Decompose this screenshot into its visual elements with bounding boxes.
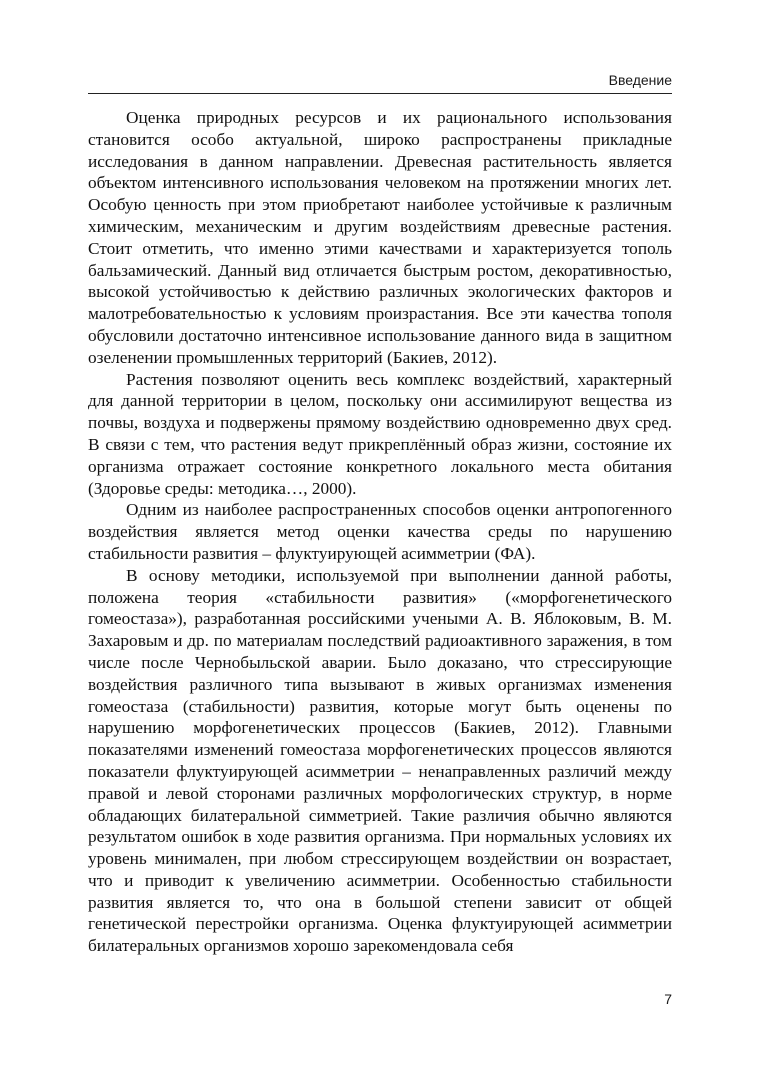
paragraph-3: Одним из наиболее распространенных способов оценки антропогенного воздействия является метод оценки качества среды по нарушению стабильности развития – флуктуирующей асимметрии (ФА). xyxy=(88,500,672,563)
header-divider xyxy=(88,93,672,94)
paragraph-1: Оценка природных ресурсов и их рационального использования становится особо актуальной, широко распространены прикладные исследования в данном направлении. Древесная растительность является объектом интенсивного использования человеком на протяжении многих лет. Особую ценность при этом приобретают наиболее устойчивые к различным химическим, механическим и другим воздействиям древесные растения. Стоит отметить, что именно этими качествами и характеризуется тополь бальзамический. Данный вид отличается быстрым ростом, декоративностью, высокой устойчивостью к действию различных экологических факторов и малотребовательностью к условиям произрастания. Все эти качества тополя обусловили достаточно интенсивное использование данного вида в защитном озеленении промышленных территорий (Бакиев, 2012). xyxy=(88,108,672,367)
paragraph-2: Растения позволяют оценить весь комплекс воздействий, характерный для данной территории в целом, поскольку они ассимилируют вещества из почвы, воздуха и подвержены прямому воздействию одновременно двух сред. В связи с тем, что растения ведут прикреплённый образ жизни, состояние их организма отражает состояние конкретного локального места обитания (Здоровье среды: методика…, 2000). xyxy=(88,369,672,498)
main-text-block xyxy=(88,107,672,957)
running-header-title: Введение xyxy=(608,72,672,88)
page-number: 7 xyxy=(664,991,672,1007)
paragraph-4: В основу методики, используемой при выполнении данной работы, положена теория «стабильности развития» («морфогенетического гомеостаза»), разработанная российскими учеными А. В. Яблоковым, В. М. Захаровым и др. по материалам последствий радиоактивного заражения, в том числе после Чернобыльской аварии. Было доказано, что стрессирующие воздействия различного типа вызывают в живых организмах изменения гомеостаза (стабильности) развития, которые могут быть оценены по нарушению морфогенетических процессов (Бакиев, 2012). Главными показателями изменений гомеостаза морфогенетических процессов являются показатели флуктуирующей асимметрии – ненаправленных различий между правой и левой сторонами различных морфологических структур, в норме обладающих билатеральной симметрией. Такие различия обычно являются результатом ошибок в ходе развития организма. При нормальных условиях их уровень минимален, при любом стрессирующем воздействии он возрастает, что и приводит к увеличению асимметрии. Особенностью стабильности развития является то, что она в большой степени зависит от общей генетической перестройки организма. Оценка флуктуирующей асимметрии билатеральных организмов хорошо зарекомендовала себя xyxy=(88,565,672,956)
